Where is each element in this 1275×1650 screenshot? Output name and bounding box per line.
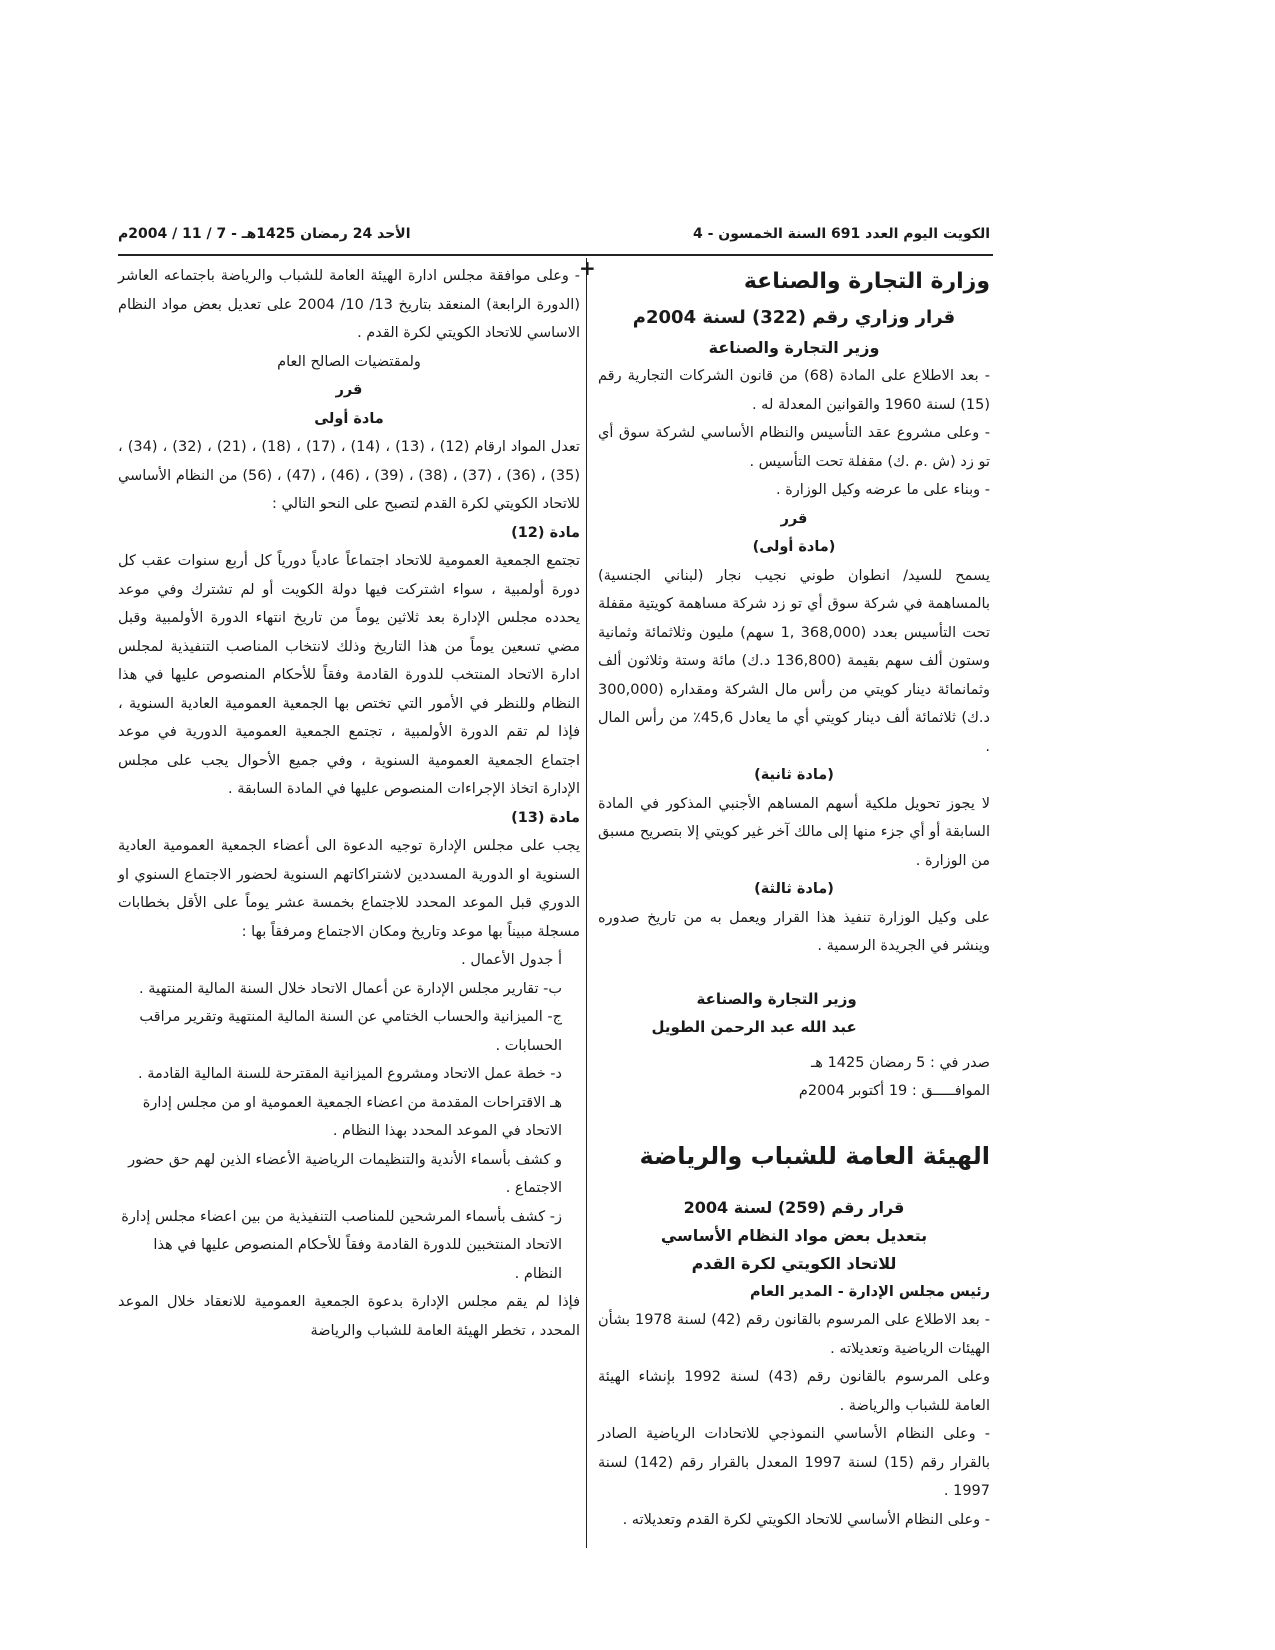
article-text: تجتمع الجمعية العمومية للاتحاد اجتماعاً عادياً دورياً كل أربع سنوات عقب كل دورة أولمبية ، سواء اشتركت فيها دولة الكويت أو لم تشترك وفي موعد يحدده مجلس الإدارة بعد ثلاثين يوماً من تاريخ انتهاء الدورة الأولمبية وقبل مضي تسعين يوماً من هذا التاريخ وذلك لانتخاب المناصب التنفيذية لمجلس ادارة الاتحاد المنتخب للدورة القادمة وفقاً للأحكام المنصوص عليها في هذا النظام وللنظر في الأمور التي تختص بها الجمعية العمومية العادية السنوية ، فإذا لم تقم الدورة الأولمبية ، تجتمع الجمعية العمومية الدورية في موعد اجتماع الجمعية العمومية السنوية ، وفي جميع الأحوال يجب على مجلس الإدارة اتخاذ الإجراءات المنصوص عليها في المادة السابقة .	[118, 553, 580, 797]
resolution-subject: بتعديل بعض مواد النظام الأساسي	[660, 1225, 928, 1245]
preamble-item: - وعلى موافقة مجلس ادارة الهيئة العامة للشباب والرياضة باجتماعه العاشر (الدورة الرابعة) المنعقد بتاريخ 13/ 10/ 2004 على تعديل بعض مواد النظام الاساسي للاتحاد الكويتي لكرة القدم .	[118, 268, 580, 341]
article-title: مادة أولى	[314, 410, 384, 427]
header-divider	[118, 254, 993, 256]
right-column	[598, 262, 990, 1534]
list-item: هـ الاقتراحات المقدمة من اعضاء الجمعية العمومية او من مجلس إدارة الاتحاد في الموعد المحدد بهذا النظام .	[142, 1094, 562, 1139]
issued-date-gregorian: الموافـــــق : 19 أكتوبر 2004م	[798, 1083, 990, 1099]
issued-date-hijri: صدر في : 5 رمضان 1425 هـ	[811, 1054, 990, 1071]
preamble-item: - وعلى النظام الأساسي النموذجي للاتحادات الرياضية الصادر بالقرار رقم (15) لسنة 1997 المعدل بالقرار رقم (142) لسنة 1997 .	[598, 1426, 990, 1499]
article-title: مادة (12)	[511, 524, 580, 541]
article-title: مادة (13)	[511, 809, 580, 826]
decided-heading: قرر	[780, 510, 808, 527]
ministry-title: وزارة التجارة والصناعة	[743, 269, 990, 294]
preamble-item: وعلى المرسوم بالقانون رقم (43) لسنة 1992 بإنشاء الهيئة العامة للشباب والرياضة .	[598, 1369, 990, 1414]
list-item: ب- تقارير مجلس الإدارة عن أعمال الاتحاد خلال السنة المالية المنتهية .	[139, 980, 562, 997]
preamble-item: ولمقتضيات الصالح العام	[277, 353, 421, 370]
article-text: يجب على مجلس الإدارة توجيه الدعوة الى أعضاء الجمعية العمومية العادية السنوية او الدورية المسددين لاشتراكاتهم السنوية لحضور الاجتماع السنوي او الدوري قبل الموعد المحدد للاجتماع بخمسة عشر يوماً على الأقل بخطابات مسجلة مبيناً بها موعد وتاريخ ومكان الاجتماع ومرفقاً بها :	[118, 838, 580, 940]
resolution-issuer: رئيس مجلس الإدارة - المدير العام	[749, 1283, 990, 1300]
left-column	[118, 262, 580, 1345]
resolution-subject: للاتحاد الكويتي لكرة القدم	[691, 1253, 897, 1273]
header-issue-info: الكويت اليوم العدد 691 السنة الخمسون - 4	[692, 226, 990, 242]
article-title: (مادة ثانية)	[754, 767, 834, 783]
list-item: ز- كشف بأسماء المرشحين للمناصب التنفيذية من بين اعضاء مجلس إدارة الاتحاد المنتخبين للدورة القادمة وفقاً للأحكام المنصوص عليها في هذا النظام .	[121, 1208, 562, 1282]
column-divider	[586, 258, 587, 1548]
article-text: تعدل المواد ارقام (12) ، (13) ، (14) ، (17) ، (18) ، (21) ، (32) ، (34) ، (35) ، (36) ، (37) ، (38) ، (39) ، (46) ، (47) ، (56) من النظام الأساسي للاتحاد الكويتي لكرة القدم لتصبح على النحو التالي :	[118, 439, 580, 512]
resolution-title: قرار رقم (259) لسنة 2004	[683, 1197, 905, 1217]
article-title: (مادة أولى)	[752, 539, 836, 555]
article-text: يسمح للسيد/ انطوان طوني نجيب نجار (لبناني الجنسية) بالمساهمة في شركة سوق أي تو زد شركة مساهمة كويتية مقفلة تحت التأسيس بعدد (368,000 ,1 سهم) مليون وثلاثمائة وثمانية وستون ألف سهم بقيمة (136,800 د.ك) مائة وستة وثلاثون ألف وثمانمائة دينار كويتي من رأس مال الشركة ومقداره (300,000 د.ك) ثلاثمائة ألف دينار كويتي أي ما يعادل 45,6٪ من رأس المال .	[598, 567, 990, 755]
preamble-item: - بعد الاطلاع على المادة (68) من قانون الشركات التجارية رقم (15) لسنة 1960 والقوانين المعدلة له .	[598, 368, 990, 413]
list-item: و كشف بأسماء الأندية والتنظيمات الرياضية الأعضاء الذين لهم حق حضور الاجتماع .	[128, 1151, 562, 1196]
preamble-item: - وعلى مشروع عقد التأسيس والنظام الأساسي لشركة سوق أي تو زد (ش .م .ك) مقفلة تحت التأسيس .	[598, 425, 990, 470]
preamble-item: - وبناء على ما عرضه وكيل الوزارة .	[775, 482, 990, 498]
decided-heading: قرر	[335, 382, 363, 398]
article-title: (مادة ثالثة)	[754, 881, 834, 897]
header-date: الأحد 24 رمضان 1425هـ - 7 / 11 / 2004م	[118, 226, 411, 242]
list-item: ج- الميزانية والحساب الختامي عن السنة المالية المنتهية وتقرير مراقب الحسابات .	[139, 1009, 562, 1054]
preamble-item: - وعلى النظام الأساسي للاتحاد الكويتي لكرة القدم وتعديلاته .	[622, 1511, 990, 1528]
list-item: د- خطة عمل الاتحاد ومشروع الميزانية المقترحة للسنة المالية القادمة .	[138, 1066, 562, 1082]
article-text: لا يجوز تحويل ملكية أسهم المساهم الأجنبي المذكور في المادة السابقة أو أي جزء منها إلى مالك آخر غير كويتي إلا بتصريح مسبق من الوزارة .	[598, 795, 990, 869]
article-text: على وكيل الوزارة تنفيذ هذا القرار ويعمل به من تاريخ صدوره وينشر في الجريدة الرسمية .	[598, 909, 990, 954]
preamble-item: - بعد الاطلاع على المرسوم بالقانون رقم (42) لسنة 1978 بشأن الهيئات الرياضية وتعديلاته .	[598, 1312, 990, 1357]
signature-name: عبد الله عبد الرحمن الطويل	[651, 1017, 857, 1036]
page-header	[118, 226, 990, 254]
column-divider-marker: +	[579, 256, 596, 280]
resolution-title: قرار وزاري رقم (322) لسنة 2004م	[632, 307, 956, 328]
resolution-issuer: وزير التجارة والصناعة	[708, 338, 880, 357]
authority-title: الهيئة العامة للشباب والرياضة	[639, 1141, 990, 1170]
closing-text: فإذا لم يقم مجلس الإدارة بدعوة الجمعية العمومية للانعقاد خلال الموعد المحدد ، تخطر الهيئة العامة للشباب والرياضة	[118, 1294, 580, 1339]
signature-title: وزير التجارة والصناعة	[696, 989, 857, 1008]
list-item: أ جدول الأعمال .	[461, 952, 562, 968]
